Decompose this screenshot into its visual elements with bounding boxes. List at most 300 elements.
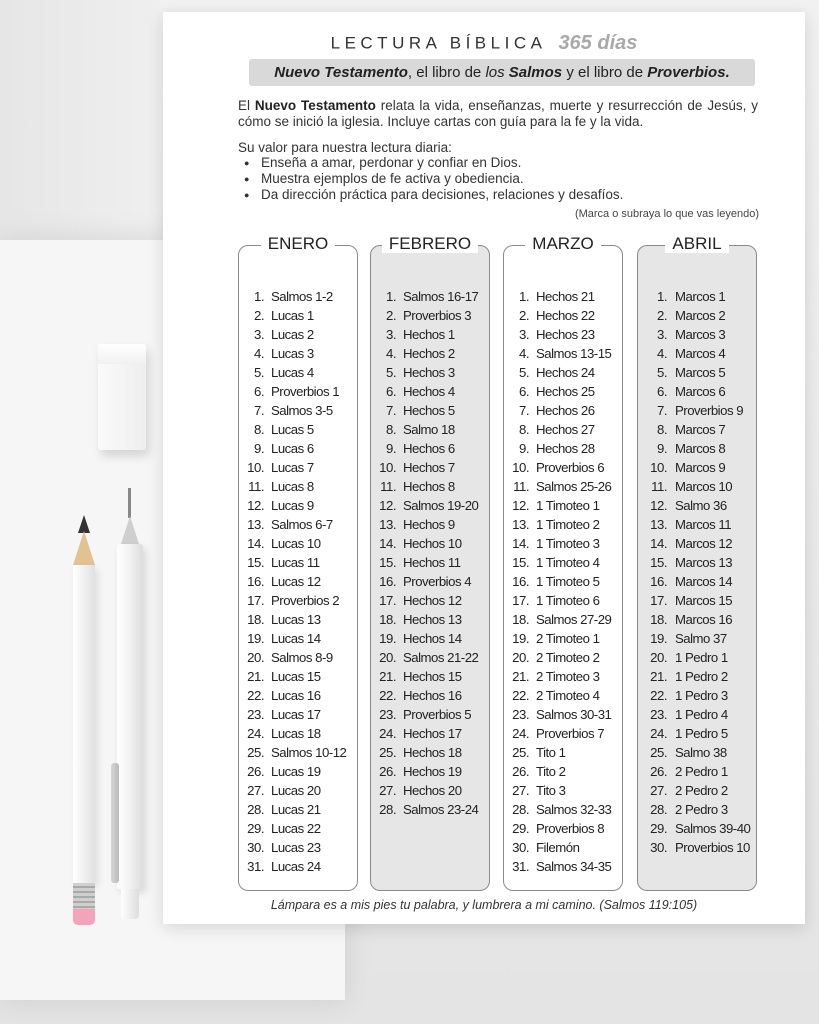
day-number: 6. <box>519 384 529 399</box>
reading-text: Salmos 34-35 <box>536 859 612 874</box>
reading-text: Proverbios 7 <box>536 726 605 741</box>
reading-text: Salmos 32-33 <box>536 802 612 817</box>
reading-text: Lucas 5 <box>271 422 314 437</box>
reading-item[interactable] <box>371 515 489 534</box>
day-number: 9. <box>657 441 667 456</box>
reading-item[interactable] <box>504 857 622 876</box>
reading-text: Proverbios 8 <box>536 821 605 836</box>
day-number: 18. <box>247 612 264 627</box>
day-number: 15. <box>379 555 396 570</box>
reading-text: Lucas 8 <box>271 479 314 494</box>
day-number: 22. <box>512 688 529 703</box>
day-number: 24. <box>379 726 396 741</box>
reading-text: Hechos 28 <box>536 441 595 456</box>
reading-item[interactable] <box>638 648 756 667</box>
reading-item[interactable] <box>239 306 357 325</box>
reading-item[interactable] <box>371 591 489 610</box>
bullet-item: ● Da dirección práctica para decisiones, relaciones y desafíos. <box>238 187 623 203</box>
reading-item[interactable] <box>239 800 357 819</box>
reading-item[interactable] <box>504 515 622 534</box>
eraser-object <box>98 344 146 450</box>
day-number: 22. <box>379 688 396 703</box>
reading-text: Proverbios 3 <box>403 308 472 323</box>
day-number: 21. <box>247 669 264 684</box>
day-number: 18. <box>650 612 667 627</box>
reading-text: Salmos 27-29 <box>536 612 612 627</box>
day-number: 12. <box>512 498 529 513</box>
day-number: 25. <box>650 745 667 760</box>
day-number: 10. <box>379 460 396 475</box>
reading-item[interactable] <box>504 629 622 648</box>
reading-item[interactable] <box>504 648 622 667</box>
day-number: 2. <box>519 308 529 323</box>
day-number: 1. <box>657 289 667 304</box>
month-name: ENERO <box>261 234 335 253</box>
days-label: 365 días <box>558 32 638 54</box>
reading-item[interactable] <box>371 344 489 363</box>
day-number: 19. <box>379 631 396 646</box>
day-number: 12. <box>650 498 667 513</box>
reading-item[interactable] <box>504 667 622 686</box>
background-shadow <box>0 0 160 250</box>
day-number: 17. <box>650 593 667 608</box>
reading-item[interactable] <box>638 553 756 572</box>
month-column-abril <box>637 234 757 891</box>
reading-item[interactable] <box>638 705 756 724</box>
reading-text: Hechos 24 <box>536 365 595 380</box>
reading-text: Proverbios 2 <box>271 593 340 608</box>
reading-item[interactable] <box>504 800 622 819</box>
reading-item[interactable] <box>504 781 622 800</box>
month-title <box>638 234 756 254</box>
day-number: 26. <box>379 764 396 779</box>
reading-item[interactable] <box>239 382 357 401</box>
reading-text: 1 Timoteo 4 <box>536 555 600 570</box>
day-number: 4. <box>657 346 667 361</box>
day-number: 30. <box>512 840 529 855</box>
day-number: 10. <box>512 460 529 475</box>
reading-text: Salmos 1-2 <box>271 289 333 304</box>
reading-item[interactable] <box>371 439 489 458</box>
reading-list <box>239 287 357 876</box>
day-number: 9. <box>386 441 396 456</box>
day-number: 10. <box>247 460 264 475</box>
day-number: 17. <box>379 593 396 608</box>
month-column-enero <box>238 234 358 891</box>
reading-text: Salmos 30-31 <box>536 707 612 722</box>
reading-item[interactable] <box>371 686 489 705</box>
reading-text: Hechos 3 <box>403 365 455 380</box>
reading-text: Tito 1 <box>536 745 566 760</box>
reading-item[interactable] <box>239 857 357 876</box>
reading-item[interactable] <box>638 420 756 439</box>
reading-item[interactable] <box>239 819 357 838</box>
reading-item[interactable] <box>638 819 756 838</box>
reading-item[interactable] <box>638 591 756 610</box>
day-number: 13. <box>379 517 396 532</box>
reading-item[interactable] <box>504 724 622 743</box>
day-number: 5. <box>254 365 264 380</box>
reading-item[interactable] <box>638 534 756 553</box>
day-number: 27. <box>650 783 667 798</box>
reading-text: 2 Timoteo 1 <box>536 631 600 646</box>
reading-text: Proverbios 9 <box>675 403 744 418</box>
reading-item[interactable] <box>638 686 756 705</box>
day-number: 27. <box>247 783 264 798</box>
day-number: 23. <box>247 707 264 722</box>
reading-item[interactable] <box>239 496 357 515</box>
reading-text: Proverbios 6 <box>536 460 605 475</box>
reading-item[interactable] <box>239 458 357 477</box>
reading-text: 1 Timoteo 3 <box>536 536 600 551</box>
reading-item[interactable] <box>504 401 622 420</box>
reading-text: 2 Pedro 3 <box>675 802 728 817</box>
day-number: 3. <box>657 327 667 342</box>
month-name: MARZO <box>525 234 600 253</box>
day-number: 2. <box>657 308 667 323</box>
reading-text: Hechos 27 <box>536 422 595 437</box>
reading-text: Marcos 11 <box>675 517 732 532</box>
reading-item[interactable] <box>504 838 622 857</box>
reading-item[interactable] <box>239 553 357 572</box>
page-title: LECTURA BÍBLICA <box>330 33 547 53</box>
day-number: 2. <box>386 308 396 323</box>
reading-item[interactable] <box>371 629 489 648</box>
reading-text: Salmo 18 <box>403 422 455 437</box>
reading-item[interactable] <box>371 762 489 781</box>
day-number: 28. <box>512 802 529 817</box>
day-number: 26. <box>247 764 264 779</box>
day-number: 24. <box>247 726 264 741</box>
day-number: 28. <box>247 802 264 817</box>
reading-item[interactable] <box>638 401 756 420</box>
pencil-object <box>73 515 95 925</box>
reading-item[interactable] <box>371 610 489 629</box>
reading-item[interactable] <box>371 496 489 515</box>
day-number: 12. <box>379 498 396 513</box>
reading-item[interactable] <box>239 610 357 629</box>
reading-text: Lucas 23 <box>271 840 321 855</box>
day-number: 3. <box>519 327 529 342</box>
day-number: 23. <box>512 707 529 722</box>
day-number: 20. <box>247 650 264 665</box>
day-number: 23. <box>650 707 667 722</box>
reading-text: 2 Timoteo 3 <box>536 669 600 684</box>
reading-item[interactable] <box>239 648 357 667</box>
day-number: 15. <box>247 555 264 570</box>
reading-text: 1 Pedro 5 <box>675 726 728 741</box>
day-number: 13. <box>650 517 667 532</box>
reading-text: Salmos 25-26 <box>536 479 612 494</box>
reading-item[interactable] <box>638 724 756 743</box>
day-number: 26. <box>512 764 529 779</box>
day-number: 6. <box>254 384 264 399</box>
reading-item[interactable] <box>239 534 357 553</box>
day-number: 8. <box>519 422 529 437</box>
reading-item[interactable] <box>371 705 489 724</box>
reading-text: Salmos 13-15 <box>536 346 612 361</box>
day-number: 25. <box>512 745 529 760</box>
reading-item[interactable] <box>239 344 357 363</box>
reading-text: Salmos 16-17 <box>403 289 479 304</box>
reading-item[interactable] <box>638 306 756 325</box>
marking-note: (Marca o subraya lo que vas leyendo) <box>574 208 759 220</box>
reading-item[interactable] <box>371 401 489 420</box>
reading-text: Tito 3 <box>536 783 566 798</box>
reading-item[interactable] <box>371 458 489 477</box>
reading-item[interactable] <box>504 705 622 724</box>
reading-text: Lucas 15 <box>271 669 321 684</box>
reading-text: 1 Pedro 3 <box>675 688 728 703</box>
reading-item[interactable] <box>504 686 622 705</box>
reading-item[interactable] <box>638 667 756 686</box>
day-number: 31. <box>247 859 264 874</box>
reading-item[interactable] <box>638 363 756 382</box>
day-number: 16. <box>379 574 396 589</box>
reading-item[interactable] <box>239 686 357 705</box>
reading-item[interactable] <box>239 724 357 743</box>
reading-text: Salmo 38 <box>675 745 727 760</box>
reading-text: Hechos 10 <box>403 536 462 551</box>
reading-item[interactable] <box>504 458 622 477</box>
reading-text: 2 Pedro 2 <box>675 783 728 798</box>
reading-text: 1 Timoteo 6 <box>536 593 600 608</box>
day-number: 3. <box>386 327 396 342</box>
reading-text: Lucas 17 <box>271 707 321 722</box>
reading-item[interactable] <box>504 363 622 382</box>
reading-text: Salmos 3-5 <box>271 403 333 418</box>
subtitle-los: los <box>485 64 505 81</box>
reading-text: Lucas 6 <box>271 441 314 456</box>
reading-item[interactable] <box>371 382 489 401</box>
reading-text: Marcos 1 <box>675 289 726 304</box>
reading-item[interactable] <box>239 401 357 420</box>
reading-text: Tito 2 <box>536 764 566 779</box>
bullet-item: ● Muestra ejemplos de fe activa y obediencia. <box>238 171 623 187</box>
day-number: 2. <box>254 308 264 323</box>
day-number: 19. <box>512 631 529 646</box>
reading-text: Lucas 7 <box>271 460 314 475</box>
reading-item[interactable] <box>371 477 489 496</box>
reading-item[interactable] <box>504 496 622 515</box>
day-number: 9. <box>519 441 529 456</box>
month-column-marzo <box>503 234 623 891</box>
day-number: 14. <box>512 536 529 551</box>
reading-item[interactable] <box>638 458 756 477</box>
reading-item[interactable] <box>371 534 489 553</box>
day-number: 5. <box>386 365 396 380</box>
day-number: 11. <box>651 479 667 494</box>
reading-text: Marcos 14 <box>675 574 733 589</box>
day-number: 28. <box>650 802 667 817</box>
day-number: 20. <box>379 650 396 665</box>
reading-text: Hechos 20 <box>403 783 462 798</box>
reading-item[interactable] <box>504 553 622 572</box>
reading-item[interactable] <box>239 629 357 648</box>
reading-text: Hechos 19 <box>403 764 462 779</box>
reading-item[interactable] <box>371 420 489 439</box>
day-number: 25. <box>379 745 396 760</box>
reading-text: Proverbios 5 <box>403 707 472 722</box>
reading-text: Lucas 16 <box>271 688 321 703</box>
reading-item[interactable] <box>638 762 756 781</box>
subtitle-proverbios: Proverbios. <box>647 64 730 81</box>
reading-item[interactable] <box>504 344 622 363</box>
reading-text: Marcos 16 <box>675 612 733 627</box>
reading-text: 1 Timoteo 2 <box>536 517 600 532</box>
day-number: 1. <box>254 289 264 304</box>
reading-item[interactable] <box>504 572 622 591</box>
reading-item[interactable] <box>504 819 622 838</box>
reading-text: Hechos 26 <box>536 403 595 418</box>
reading-item[interactable] <box>638 477 756 496</box>
day-number: 29. <box>650 821 667 836</box>
reading-plan-sheet <box>163 12 805 924</box>
reading-text: Lucas 24 <box>271 859 321 874</box>
reading-item[interactable] <box>504 439 622 458</box>
reading-item[interactable] <box>504 743 622 762</box>
reading-text: Marcos 12 <box>675 536 733 551</box>
reading-item[interactable] <box>371 800 489 819</box>
reading-item[interactable] <box>504 287 622 306</box>
day-number: 8. <box>386 422 396 437</box>
day-number: 27. <box>379 783 396 798</box>
reading-text: Hechos 13 <box>403 612 462 627</box>
page-heading <box>163 32 805 55</box>
value-title: Su valor para nuestra lectura diaria: <box>238 140 452 155</box>
reading-item[interactable] <box>638 325 756 344</box>
reading-item[interactable] <box>239 838 357 857</box>
reading-item[interactable] <box>638 838 756 857</box>
day-number: 16. <box>247 574 264 589</box>
day-number: 29. <box>247 821 264 836</box>
reading-text: Hechos 15 <box>403 669 462 684</box>
reading-item[interactable] <box>239 477 357 496</box>
reading-list <box>504 287 622 876</box>
reading-item[interactable] <box>504 306 622 325</box>
reading-item[interactable] <box>504 610 622 629</box>
day-number: 8. <box>657 422 667 437</box>
day-number: 19. <box>247 631 264 646</box>
reading-item[interactable] <box>638 800 756 819</box>
reading-item[interactable] <box>371 287 489 306</box>
reading-text: Salmos 19-20 <box>403 498 479 513</box>
reading-item[interactable] <box>239 572 357 591</box>
reading-list <box>638 287 756 857</box>
reading-item[interactable] <box>504 591 622 610</box>
reading-item[interactable] <box>371 781 489 800</box>
reading-item[interactable] <box>239 762 357 781</box>
reading-item[interactable] <box>371 743 489 762</box>
month-name: ABRIL <box>665 234 728 253</box>
reading-item[interactable] <box>239 705 357 724</box>
reading-item[interactable] <box>239 439 357 458</box>
reading-item[interactable] <box>239 743 357 762</box>
reading-item[interactable] <box>638 781 756 800</box>
reading-item[interactable] <box>638 496 756 515</box>
reading-text: Proverbios 1 <box>271 384 340 399</box>
reading-text: Hechos 6 <box>403 441 455 456</box>
day-number: 16. <box>650 574 667 589</box>
reading-item[interactable] <box>371 724 489 743</box>
day-number: 29. <box>512 821 529 836</box>
reading-text: Hechos 8 <box>403 479 455 494</box>
reading-item[interactable] <box>638 743 756 762</box>
reading-item[interactable] <box>638 344 756 363</box>
reading-text: Marcos 4 <box>675 346 726 361</box>
reading-text: Marcos 10 <box>675 479 733 494</box>
reading-item[interactable] <box>239 781 357 800</box>
day-number: 11. <box>248 479 264 494</box>
day-number: 14. <box>247 536 264 551</box>
reading-item[interactable] <box>504 762 622 781</box>
reading-text: 2 Timoteo 4 <box>536 688 600 703</box>
reading-item[interactable] <box>504 382 622 401</box>
reading-item[interactable] <box>504 477 622 496</box>
reading-text: 1 Timoteo 1 <box>536 498 600 513</box>
reading-item[interactable] <box>239 515 357 534</box>
day-number: 5. <box>657 365 667 380</box>
day-number: 20. <box>650 650 667 665</box>
day-number: 28. <box>379 802 396 817</box>
reading-item[interactable] <box>239 287 357 306</box>
reading-text: Marcos 13 <box>675 555 733 570</box>
reading-item[interactable] <box>239 420 357 439</box>
day-number: 17. <box>512 593 529 608</box>
reading-item[interactable] <box>239 325 357 344</box>
day-number: 13. <box>247 517 264 532</box>
reading-item[interactable] <box>371 325 489 344</box>
reading-text: Lucas 14 <box>271 631 321 646</box>
reading-item[interactable] <box>504 420 622 439</box>
day-number: 14. <box>379 536 396 551</box>
reading-item[interactable] <box>239 363 357 382</box>
reading-item[interactable] <box>638 515 756 534</box>
reading-item[interactable] <box>504 534 622 553</box>
intro-rest: relata la vida, enseñanzas, muerte y resurrección de Jesús, y cómo se inició la iglesia. Incluye cartas con guía para la fe y la vida. <box>238 98 758 129</box>
reading-item[interactable] <box>638 610 756 629</box>
reading-item[interactable] <box>371 648 489 667</box>
day-number: 4. <box>386 346 396 361</box>
reading-item[interactable] <box>504 325 622 344</box>
day-number: 1. <box>386 289 396 304</box>
reading-item[interactable] <box>638 439 756 458</box>
reading-item[interactable] <box>239 667 357 686</box>
reading-item[interactable] <box>638 572 756 591</box>
day-number: 23. <box>379 707 396 722</box>
day-number: 24. <box>650 726 667 741</box>
reading-text: Hechos 25 <box>536 384 595 399</box>
reading-text: 2 Pedro 1 <box>675 764 728 779</box>
day-number: 6. <box>657 384 667 399</box>
reading-text: Hechos 7 <box>403 460 455 475</box>
reading-item[interactable] <box>371 553 489 572</box>
value-bullets <box>238 155 623 203</box>
reading-item[interactable] <box>638 629 756 648</box>
reading-text: Lucas 21 <box>271 802 321 817</box>
reading-text: Lucas 4 <box>271 365 314 380</box>
reading-item[interactable] <box>371 667 489 686</box>
reading-item[interactable] <box>371 306 489 325</box>
reading-text: Marcos 2 <box>675 308 726 323</box>
reading-text: Proverbios 4 <box>403 574 472 589</box>
reading-item[interactable] <box>371 363 489 382</box>
reading-item[interactable] <box>638 382 756 401</box>
reading-item[interactable] <box>638 287 756 306</box>
reading-item[interactable] <box>239 591 357 610</box>
reading-text: Lucas 3 <box>271 346 314 361</box>
reading-item[interactable] <box>371 572 489 591</box>
